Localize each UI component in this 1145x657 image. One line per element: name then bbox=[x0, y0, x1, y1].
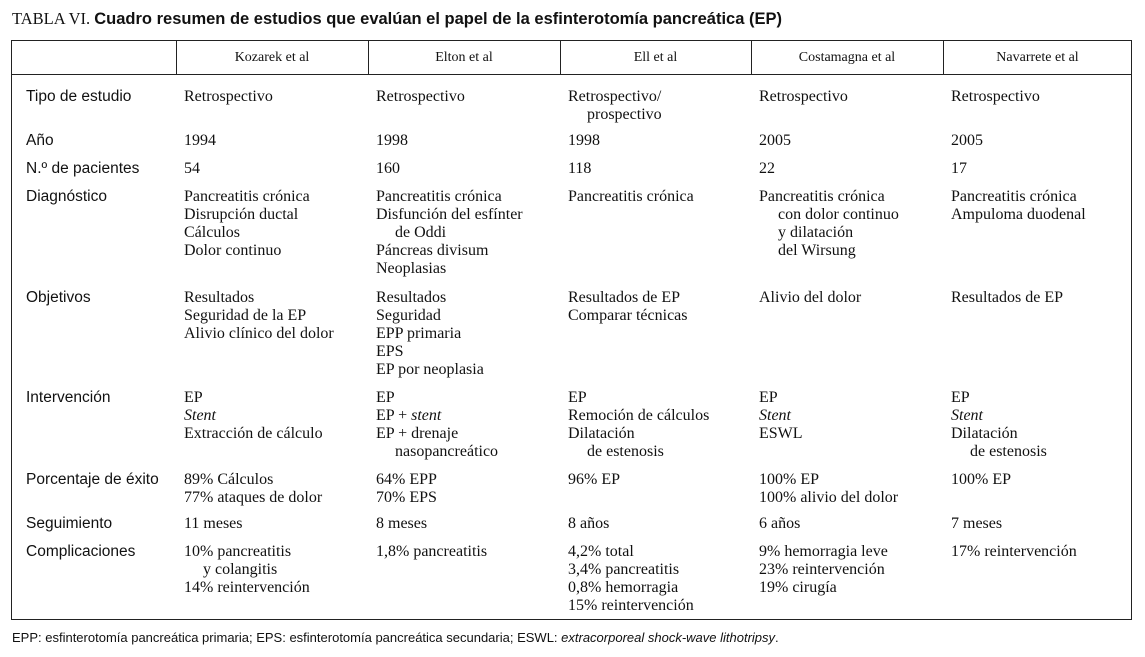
table-cell bbox=[759, 515, 800, 533]
cell-line: prospectivo bbox=[587, 106, 662, 123]
cell-line: 1998 bbox=[568, 132, 600, 149]
cell-line: 1994 bbox=[184, 132, 216, 149]
cell-italic-text: stent bbox=[411, 407, 442, 424]
cell-line: Resultados de EP bbox=[951, 289, 1063, 306]
cell-line: 0,8% hemorragia bbox=[568, 579, 679, 596]
cell-line: 70% EPS bbox=[376, 489, 437, 506]
cell-line: Extracción de cálculo bbox=[184, 425, 323, 442]
table-cell bbox=[568, 188, 694, 206]
cell-line: 77% ataques de dolor bbox=[184, 489, 323, 506]
table-cell bbox=[568, 289, 688, 325]
table-cell bbox=[568, 389, 709, 461]
cell-line: 100% EP bbox=[759, 471, 819, 488]
cell-line: 9% hemorragia leve bbox=[759, 543, 888, 560]
footnote-end: . bbox=[775, 630, 779, 645]
table-cell bbox=[951, 389, 1047, 461]
table-cell bbox=[376, 88, 465, 106]
cell-line: Cálculos bbox=[184, 224, 240, 241]
table-cell bbox=[568, 88, 662, 124]
cell-line: 100% alivio del dolor bbox=[759, 489, 899, 506]
cell-line: Comparar técnicas bbox=[568, 307, 688, 324]
cell-line: EP bbox=[951, 389, 970, 406]
cell-line: 100% EP bbox=[951, 471, 1011, 488]
cell-line: 7 meses bbox=[951, 515, 1003, 532]
cell-line: Pancreatitis crónica bbox=[951, 188, 1077, 205]
cell-line: 8 años bbox=[568, 515, 610, 532]
cell-line: del Wirsung bbox=[778, 242, 856, 259]
cell-line: Neoplasias bbox=[376, 260, 447, 277]
summary-table bbox=[11, 40, 1132, 620]
table-cell bbox=[759, 188, 899, 260]
row-label: Complicaciones bbox=[26, 543, 136, 560]
table-cell bbox=[184, 543, 310, 597]
cell-line: 89% Cálculos bbox=[184, 471, 274, 488]
table-header bbox=[12, 41, 1131, 75]
cell-line: 3,4% pancreatitis bbox=[568, 561, 680, 578]
cell-line: 1,8% pancreatitis bbox=[376, 543, 488, 560]
cell-line: y dilatación bbox=[778, 224, 854, 241]
column-header: Ell et al bbox=[633, 50, 678, 65]
table-cell bbox=[951, 471, 1011, 489]
cell-line: de Oddi bbox=[395, 224, 447, 241]
column-header: Elton et al bbox=[435, 50, 493, 65]
table-cell bbox=[568, 471, 620, 489]
cell-line: 1998 bbox=[376, 132, 408, 149]
table-cell bbox=[376, 471, 437, 507]
row-label: Intervención bbox=[26, 389, 111, 406]
cell-line: Pancreatitis crónica bbox=[376, 188, 502, 205]
cell-line: Remoción de cálculos bbox=[568, 407, 710, 424]
cell-line: EP bbox=[568, 389, 587, 406]
cell-line: 160 bbox=[376, 160, 400, 177]
row-label: Objetivos bbox=[26, 289, 91, 306]
cell-line: 22 bbox=[759, 160, 775, 177]
cell-line: EP bbox=[759, 389, 778, 406]
table-cell bbox=[759, 88, 848, 106]
cell-line: Retrospectivo bbox=[184, 88, 273, 105]
table-cell bbox=[184, 88, 273, 106]
cell-line: con dolor continuo bbox=[778, 206, 899, 223]
row-label: Seguimiento bbox=[26, 515, 113, 532]
cell-line: Alivio del dolor bbox=[759, 289, 862, 306]
row-label: N.º de pacientes bbox=[26, 160, 140, 177]
table-cell bbox=[376, 289, 484, 379]
cell-line: 17 bbox=[951, 160, 967, 177]
cell-line: 8 meses bbox=[376, 515, 428, 532]
cell-line: 6 años bbox=[759, 515, 801, 532]
table-cell bbox=[376, 188, 523, 278]
table-cell bbox=[184, 471, 322, 507]
cell-line: Pancreatitis crónica bbox=[568, 188, 694, 205]
cell-line: 23% reintervención bbox=[759, 561, 885, 578]
table-number: TABLA VI. bbox=[12, 9, 91, 28]
table-title bbox=[12, 9, 782, 29]
cell-line: Retrospectivo bbox=[376, 88, 465, 105]
cell-line: Resultados de EP bbox=[568, 289, 680, 306]
cell-line: 4,2% total bbox=[568, 543, 634, 560]
table-cell bbox=[376, 132, 408, 150]
cell-line: 11 meses bbox=[184, 515, 243, 532]
cell-line: 19% cirugía bbox=[759, 579, 837, 596]
cell-line: Retrospectivo bbox=[759, 88, 848, 105]
table-cell bbox=[759, 389, 803, 443]
footnote-text: EPP: esfinterotomía pancreática primaria; EPS: esfinterotomía pancreática secundaria; ESWL: bbox=[12, 630, 562, 645]
row-label: Diagnóstico bbox=[26, 188, 107, 205]
footnote bbox=[12, 630, 779, 645]
table-cell bbox=[184, 289, 334, 343]
cell-line: Stent bbox=[184, 407, 216, 424]
cell-line: Retrospectivo/ bbox=[568, 88, 662, 105]
cell-line: Alivio clínico del dolor bbox=[184, 325, 334, 342]
cell-line: 2005 bbox=[951, 132, 983, 149]
table-cell bbox=[184, 389, 323, 443]
footnote-italic: extracorporeal shock-wave lithotripsy bbox=[561, 630, 776, 645]
table-cell bbox=[759, 132, 791, 150]
cell-line: Dilatación bbox=[951, 425, 1018, 442]
cell-line: Stent bbox=[759, 407, 791, 424]
table-cell bbox=[376, 543, 487, 561]
cell-line: Páncreas divisum bbox=[376, 242, 489, 259]
row-label: Año bbox=[26, 132, 54, 149]
cell-line: 118 bbox=[568, 160, 592, 177]
cell-line: de estenosis bbox=[587, 443, 664, 460]
table-cell bbox=[184, 132, 216, 150]
cell-line: EPP primaria bbox=[376, 325, 462, 342]
table-cell bbox=[951, 188, 1086, 224]
column-header: Costamagna et al bbox=[798, 50, 896, 65]
cell-line: 2005 bbox=[759, 132, 791, 149]
table-cell bbox=[951, 88, 1040, 106]
cell-line: Dolor continuo bbox=[184, 242, 282, 259]
cell-line: Pancreatitis crónica bbox=[759, 188, 885, 205]
cell-line: Resultados bbox=[184, 289, 255, 306]
cell-line: nasopancreático bbox=[395, 443, 499, 460]
cell-line: EP por neoplasia bbox=[376, 361, 484, 378]
cell-line: 64% EPP bbox=[376, 471, 437, 488]
table-cell bbox=[568, 515, 609, 533]
table-cell bbox=[759, 160, 775, 178]
column-header: Navarrete et al bbox=[996, 50, 1079, 65]
cell-line: ESWL bbox=[759, 425, 803, 442]
column-header: Kozarek et al bbox=[234, 50, 310, 65]
cell-line: Disfunción del esfínter bbox=[376, 206, 523, 223]
cell-line: Seguridad de la EP bbox=[184, 307, 307, 324]
cell-line: 15% reintervención bbox=[568, 597, 694, 614]
table-cell bbox=[376, 160, 400, 178]
cell-line: 96% EP bbox=[568, 471, 620, 488]
cell-line: 54 bbox=[184, 160, 200, 177]
table-cell bbox=[184, 160, 200, 178]
table-cell bbox=[568, 132, 600, 150]
cell-line: EP bbox=[184, 389, 203, 406]
cell-line: EP + drenaje bbox=[376, 425, 459, 442]
cell-line: Ampuloma duodenal bbox=[951, 206, 1086, 223]
cell-line: Dilatación bbox=[568, 425, 635, 442]
table-cell bbox=[568, 160, 591, 178]
cell-line: Retrospectivo bbox=[951, 88, 1040, 105]
cell-line: 14% reintervención bbox=[184, 579, 310, 596]
row-label: Porcentaje de éxito bbox=[26, 471, 159, 488]
table-cell bbox=[951, 132, 983, 150]
table-cell bbox=[184, 188, 310, 260]
cell-line: EPS bbox=[376, 343, 404, 360]
table-cell bbox=[951, 543, 1077, 561]
table-cell bbox=[951, 160, 967, 178]
table-cell bbox=[951, 515, 1002, 533]
cell-line: EP + stent bbox=[376, 407, 442, 424]
table-cell bbox=[759, 289, 861, 307]
table-cell bbox=[568, 543, 694, 615]
row-label: Tipo de estudio bbox=[26, 88, 132, 105]
table-cell bbox=[759, 471, 898, 507]
table-cell bbox=[951, 289, 1063, 307]
table-cell bbox=[376, 389, 498, 461]
cell-line: Disrupción ductal bbox=[184, 206, 299, 223]
cell-line: Seguridad bbox=[376, 307, 441, 324]
table-cell bbox=[759, 543, 888, 597]
table-caption: Cuadro resumen de estudios que evalúan el papel de la esfinterotomía pancreática (EP) bbox=[94, 10, 782, 28]
cell-line: Resultados bbox=[376, 289, 447, 306]
table-cell bbox=[376, 515, 427, 533]
cell-line: 17% reintervención bbox=[951, 543, 1077, 560]
cell-line: 10% pancreatitis bbox=[184, 543, 292, 560]
cell-line: de estenosis bbox=[970, 443, 1047, 460]
cell-line: Stent bbox=[951, 407, 983, 424]
table-cell bbox=[184, 515, 243, 533]
cell-line: y colangitis bbox=[203, 561, 278, 578]
cell-line: EP bbox=[376, 389, 395, 406]
cell-line: Pancreatitis crónica bbox=[184, 188, 310, 205]
